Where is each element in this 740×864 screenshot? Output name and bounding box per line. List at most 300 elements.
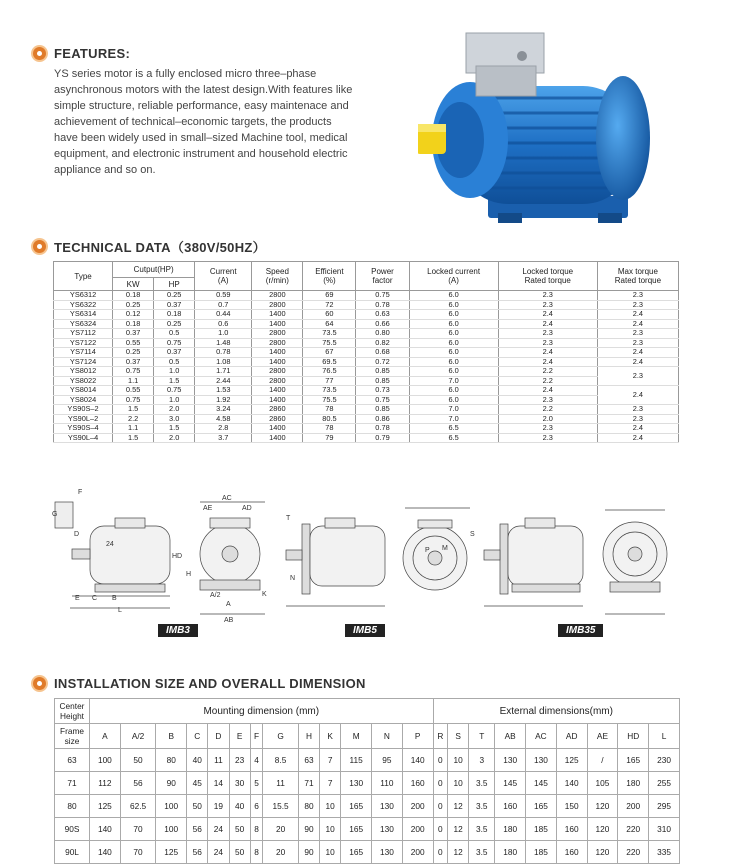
tech-cell: 78: [303, 424, 356, 434]
dim-label-B: B: [112, 595, 117, 602]
install-col-header: C: [187, 724, 208, 749]
tech-cell: 2.4: [498, 386, 597, 396]
install-cell: 310: [649, 818, 680, 841]
install-cell: 20: [263, 818, 299, 841]
install-cell: 140: [402, 749, 433, 772]
th-type: Type: [54, 262, 113, 291]
tech-cell: 6.0: [409, 338, 498, 348]
install-cell: 4: [250, 749, 263, 772]
install-cell: 90: [156, 772, 187, 795]
tech-cell: 78: [303, 405, 356, 415]
install-cell: 200: [402, 818, 433, 841]
tech-cell: 2.3: [597, 329, 678, 339]
imb3-side-view: [55, 502, 170, 608]
install-cell: 0: [433, 749, 448, 772]
install-row: [55, 795, 680, 818]
install-cell: 200: [618, 795, 649, 818]
install-cell: 140: [556, 772, 587, 795]
tech-cell: 2.0: [154, 405, 195, 415]
tech-cell: 0.37: [113, 357, 154, 367]
install-cell: 105: [587, 772, 618, 795]
install-cell: 90: [298, 841, 319, 864]
tech-cell: 1.92: [195, 395, 252, 405]
tech-row: [54, 414, 679, 424]
tech-cell: 6.0: [409, 395, 498, 405]
install-cell: 3.5: [469, 818, 495, 841]
install-cell: 40: [187, 749, 208, 772]
tech-cell: 2.4: [498, 319, 597, 329]
install-cell: 10: [320, 818, 341, 841]
tech-cell: 6.0: [409, 310, 498, 320]
external-header: External dimensions(mm): [433, 699, 679, 724]
install-cell: 120: [587, 795, 618, 818]
install-cell: 110: [372, 772, 403, 795]
tech-cell: 1.71: [195, 367, 252, 377]
tech-cell: 0.75: [154, 338, 195, 348]
install-col-header: A: [90, 724, 121, 749]
tech-cell: 2800: [252, 291, 303, 301]
install-col-header: L: [649, 724, 680, 749]
tech-cell: 1400: [252, 310, 303, 320]
tech-cell: 0.5: [154, 329, 195, 339]
install-col-header: B: [156, 724, 187, 749]
tech-cell: 6.0: [409, 367, 498, 377]
tech-row: [54, 386, 679, 396]
install-col-header: K: [320, 724, 341, 749]
tech-row: [54, 376, 679, 386]
tech-cell: 0.55: [113, 386, 154, 396]
install-cell: 12: [448, 818, 469, 841]
install-row: [55, 841, 680, 864]
install-cell: 50: [120, 749, 156, 772]
tech-cell: 77: [303, 376, 356, 386]
tech-row: [54, 433, 679, 443]
imb3-label: IMB3: [158, 624, 198, 637]
tech-cell: YS90L–2: [54, 414, 113, 424]
tech-row: [54, 291, 679, 301]
install-cell: 165: [618, 749, 649, 772]
th-output: Cutput(HP): [113, 262, 195, 278]
tech-cell: 2800: [252, 338, 303, 348]
tech-cell: 4.58: [195, 414, 252, 424]
install-cell: 185: [526, 818, 557, 841]
tech-cell: 0.18: [113, 291, 154, 301]
install-cell: 10: [448, 772, 469, 795]
install-cell: 70: [120, 818, 156, 841]
install-cell: 160: [556, 818, 587, 841]
tech-cell: 1.5: [113, 433, 154, 443]
tech-cell: 0.78: [356, 424, 409, 434]
tech-cell: 0.59: [195, 291, 252, 301]
install-cell: 180: [495, 841, 526, 864]
tech-cell: 0.37: [154, 348, 195, 358]
install-cell: 40: [229, 795, 250, 818]
tech-cell: 2.4: [597, 424, 678, 434]
install-col-header: AC: [526, 724, 557, 749]
install-cell: 3.5: [469, 772, 495, 795]
tech-cell: 0.68: [356, 348, 409, 358]
tech-cell: 2.4: [597, 433, 678, 443]
tech-cell: 6.0: [409, 329, 498, 339]
dim-label-24: 24: [106, 541, 114, 548]
install-cell: 255: [649, 772, 680, 795]
tech-cell: 2.4: [597, 319, 678, 329]
tech-cell: 0.75: [356, 291, 409, 301]
tech-row: [54, 424, 679, 434]
tech-cell: 2.2: [113, 414, 154, 424]
tech-cell: 0.86: [356, 414, 409, 424]
imb5-side-view: [286, 518, 385, 606]
tech-cell: 0.12: [113, 310, 154, 320]
install-cell: 180: [618, 772, 649, 795]
tech-cell: 72: [303, 300, 356, 310]
install-cell: 230: [649, 749, 680, 772]
install-cell: 10: [320, 841, 341, 864]
tech-cell: 2.3: [498, 395, 597, 405]
tech-cell: 2.3: [597, 338, 678, 348]
install-cell: 12: [448, 841, 469, 864]
dim-label-AB: AB: [224, 617, 234, 624]
tech-cell: 2.2: [498, 405, 597, 415]
tech-cell: YS8012: [54, 367, 113, 377]
install-cell: 120: [587, 818, 618, 841]
tech-cell: 2.4: [498, 348, 597, 358]
install-row: [55, 749, 680, 772]
install-col-header: H: [298, 724, 319, 749]
install-cell: 80: [55, 795, 90, 818]
install-cell: 145: [495, 772, 526, 795]
install-col-header: P: [402, 724, 433, 749]
install-cell: 20: [263, 841, 299, 864]
dimension-diagrams: [50, 484, 690, 644]
tech-cell: 2.3: [498, 338, 597, 348]
tech-cell: 69: [303, 291, 356, 301]
dim-label-HD: HD: [172, 553, 183, 560]
tech-cell: 1.0: [195, 329, 252, 339]
install-col-header: E: [229, 724, 250, 749]
tech-cell: 2.4: [597, 348, 678, 358]
tech-cell: 60: [303, 310, 356, 320]
tech-cell: 2.44: [195, 376, 252, 386]
tech-cell: 1.0: [154, 395, 195, 405]
tech-cell: 6.5: [409, 433, 498, 443]
tech-cell: 1400: [252, 433, 303, 443]
install-cell: 19: [208, 795, 229, 818]
tech-cell: 2.3: [498, 300, 597, 310]
tech-cell: 64: [303, 319, 356, 329]
tech-cell: 0.63: [356, 310, 409, 320]
mounting-header: Mounting dimension (mm): [90, 699, 434, 724]
install-cell: 120: [587, 841, 618, 864]
tech-cell: 3.24: [195, 405, 252, 415]
install-cell: 7: [320, 749, 341, 772]
install-cell: 3: [469, 749, 495, 772]
dim-label-M: M: [442, 545, 448, 552]
dim-label-H: H: [186, 571, 192, 578]
tech-cell: 1400: [252, 348, 303, 358]
install-cell: 125: [556, 749, 587, 772]
install-col-header: AB: [495, 724, 526, 749]
tech-cell: YS7114: [54, 348, 113, 358]
tech-cell: 6.0: [409, 348, 498, 358]
install-cell: /: [587, 749, 618, 772]
tech-cell: 0.85: [356, 376, 409, 386]
dim-label-N: N: [290, 575, 296, 582]
tech-cell: 0.85: [356, 367, 409, 377]
tech-cell: 79: [303, 433, 356, 443]
features-heading: [33, 46, 130, 61]
tech-cell: 80.5: [303, 414, 356, 424]
imb35-front-view: [603, 510, 667, 614]
install-col-header: HD: [618, 724, 649, 749]
dim-label-E: E: [75, 595, 80, 602]
install-cell: 80: [156, 749, 187, 772]
tech-title: TECHNICAL DATA（380V/50HZ）: [54, 240, 266, 255]
tech-table: [53, 261, 679, 443]
dim-label-A2: A/2: [210, 592, 221, 599]
tech-cell: 67: [303, 348, 356, 358]
tech-cell: YS6324: [54, 319, 113, 329]
tech-cell: 3.0: [154, 414, 195, 424]
tech-cell: 6.5: [409, 424, 498, 434]
tech-row: [54, 329, 679, 339]
install-row: [55, 772, 680, 795]
dim-label-L: L: [118, 607, 122, 614]
dim-label-AE: AE: [203, 505, 213, 512]
tech-cell: 0.6: [195, 319, 252, 329]
dim-label-AD: AD: [242, 505, 252, 512]
install-cell: 130: [341, 772, 372, 795]
tech-cell: 6.0: [409, 386, 498, 396]
tech-cell: 0.75: [154, 386, 195, 396]
dim-label-G: G: [52, 511, 58, 518]
dim-label-K: K: [262, 591, 267, 598]
th-lt: Locked torque Rated torque: [498, 262, 597, 291]
install-cell: 180: [495, 818, 526, 841]
install-cell: 200: [402, 841, 433, 864]
tech-cell: 0.44: [195, 310, 252, 320]
tech-cell: 1.1: [113, 424, 154, 434]
install-cell: 3.5: [469, 841, 495, 864]
install-col-header: AD: [556, 724, 587, 749]
tech-cell: 69.5: [303, 357, 356, 367]
tech-cell: 0.80: [356, 329, 409, 339]
tech-row: [54, 348, 679, 358]
tech-cell: 2.3: [498, 433, 597, 443]
install-cell: 112: [90, 772, 121, 795]
tech-cell: 76.5: [303, 367, 356, 377]
tech-cell: 2.2: [498, 376, 597, 386]
install-cell: 130: [372, 818, 403, 841]
tech-cell: 2.0: [154, 433, 195, 443]
tech-cell: YS7122: [54, 338, 113, 348]
install-cell: 115: [341, 749, 372, 772]
tech-cell: 1400: [252, 386, 303, 396]
install-col-header: A/2: [120, 724, 156, 749]
tech-cell: 2.2: [498, 367, 597, 377]
install-cell: 125: [90, 795, 121, 818]
tech-cell: 0.18: [154, 310, 195, 320]
tech-cell: 73.5: [303, 329, 356, 339]
tech-cell: 1.5: [154, 376, 195, 386]
install-cell: 71: [55, 772, 90, 795]
tech-row: [54, 357, 679, 367]
install-cell: 24: [208, 841, 229, 864]
install-cell: 100: [90, 749, 121, 772]
tech-cell: 0.75: [113, 395, 154, 405]
dim-label-S: S: [470, 531, 475, 538]
install-cell: 3.5: [469, 795, 495, 818]
install-cell: 10: [320, 795, 341, 818]
install-cell: 62.5: [120, 795, 156, 818]
gear-icon: [33, 47, 46, 60]
th-current: Current (A): [195, 262, 252, 291]
tech-cell: 0.75: [113, 367, 154, 377]
dim-label-F: F: [78, 489, 83, 496]
th-kw: KW: [113, 278, 154, 291]
tech-cell: 0.25: [154, 291, 195, 301]
install-cell: 0: [433, 818, 448, 841]
tech-cell: 0.25: [113, 348, 154, 358]
install-heading: [33, 676, 366, 691]
gear-icon: [33, 677, 46, 690]
tech-cell: YS90L–4: [54, 433, 113, 443]
install-cell: 100: [156, 818, 187, 841]
tech-cell: 0.73: [356, 386, 409, 396]
th-lc: Locked current (A): [409, 262, 498, 291]
install-cell: 0: [433, 772, 448, 795]
dim-label-T: T: [286, 515, 291, 522]
tech-cell: 75.5: [303, 395, 356, 405]
tech-cell: 2.4: [498, 357, 597, 367]
install-cell: 165: [341, 841, 372, 864]
install-cell: 8.5: [263, 749, 299, 772]
install-cell: 70: [120, 841, 156, 864]
install-cell: 130: [372, 795, 403, 818]
install-cell: 71: [298, 772, 319, 795]
install-cell: 45: [187, 772, 208, 795]
tech-cell: 0.72: [356, 357, 409, 367]
tech-cell: YS90S–4: [54, 424, 113, 434]
tech-row: [54, 310, 679, 320]
tech-cell: 0.66: [356, 319, 409, 329]
install-cell: 7: [320, 772, 341, 795]
install-cell: 140: [90, 841, 121, 864]
install-cell: 50: [229, 841, 250, 864]
th-eff: Efficient (%): [303, 262, 356, 291]
th-speed: Speed (r/min): [252, 262, 303, 291]
tech-row: [54, 319, 679, 329]
install-cell: 125: [156, 841, 187, 864]
tech-cell: 7.0: [409, 405, 498, 415]
tech-cell: 2.4: [597, 357, 678, 367]
install-cell: 8: [250, 841, 263, 864]
install-cell: 56: [187, 818, 208, 841]
dim-label-P: P: [425, 547, 430, 554]
imb35-label: IMB35: [558, 624, 603, 637]
tech-row: [54, 338, 679, 348]
tech-cell: 7.0: [409, 376, 498, 386]
tech-cell: 2.3: [597, 414, 678, 424]
install-cell: 50: [187, 795, 208, 818]
tech-cell: 0.37: [154, 300, 195, 310]
install-cell: 295: [649, 795, 680, 818]
install-cell: 130: [372, 841, 403, 864]
install-cell: 0: [433, 795, 448, 818]
install-table: [54, 698, 680, 864]
install-col-header: AE: [587, 724, 618, 749]
install-cell: 165: [341, 818, 372, 841]
install-cell: 90: [298, 818, 319, 841]
tech-cell: 1.5: [154, 424, 195, 434]
tech-row: [54, 300, 679, 310]
imb35-side-view: [484, 518, 583, 606]
tech-cell: YS8024: [54, 395, 113, 405]
dim-label-C: C: [92, 595, 98, 602]
install-cell: 56: [120, 772, 156, 795]
tech-cell: 0.18: [113, 319, 154, 329]
tech-cell: 1.1: [113, 376, 154, 386]
install-col-header: R: [433, 724, 448, 749]
tech-cell: 2860: [252, 414, 303, 424]
install-cell: 30: [229, 772, 250, 795]
install-cell: 140: [90, 818, 121, 841]
install-cell: 6: [250, 795, 263, 818]
install-cell: 80: [298, 795, 319, 818]
install-cell: 160: [495, 795, 526, 818]
install-cell: 24: [208, 818, 229, 841]
tech-cell: YS7112: [54, 329, 113, 339]
install-cell: 63: [298, 749, 319, 772]
tech-cell: 2.3: [498, 424, 597, 434]
dim-label-AC: AC: [222, 495, 232, 502]
install-cell: 90L: [55, 841, 90, 864]
dim-label-D: D: [74, 531, 80, 538]
th-mt: Max torque Rated torque: [597, 262, 678, 291]
install-cell: 160: [402, 772, 433, 795]
install-cell: 95: [372, 749, 403, 772]
tech-cell: 6.0: [409, 319, 498, 329]
install-cell: 145: [526, 772, 557, 795]
install-col-header: F: [250, 724, 263, 749]
install-col-header: G: [263, 724, 299, 749]
tech-cell: 1.48: [195, 338, 252, 348]
tech-cell: 0.85: [356, 405, 409, 415]
tech-cell: 0.55: [113, 338, 154, 348]
install-cell: 12: [448, 795, 469, 818]
install-cell: 11: [208, 749, 229, 772]
tech-cell: 2800: [252, 376, 303, 386]
tech-cell: 75.5: [303, 338, 356, 348]
tech-cell: 7.0: [409, 414, 498, 424]
tech-cell: 0.79: [356, 433, 409, 443]
frame-size-label: Frame size: [55, 724, 90, 749]
tech-row: [54, 367, 679, 377]
imb5-label: IMB5: [345, 624, 385, 637]
tech-cell: 1400: [252, 395, 303, 405]
install-cell: 220: [618, 841, 649, 864]
tech-cell: 1.5: [113, 405, 154, 415]
tech-cell: 0.37: [113, 329, 154, 339]
install-title: INSTALLATION SIZE AND OVERALL DIMENSION: [54, 676, 366, 691]
install-cell: 0: [433, 841, 448, 864]
tech-cell: 2.8: [195, 424, 252, 434]
motor-image: [418, 28, 650, 240]
tech-cell: 0.5: [154, 357, 195, 367]
tech-cell: 2.4: [597, 310, 678, 320]
tech-cell: YS8022: [54, 376, 113, 386]
tech-cell: 2.3: [498, 291, 597, 301]
